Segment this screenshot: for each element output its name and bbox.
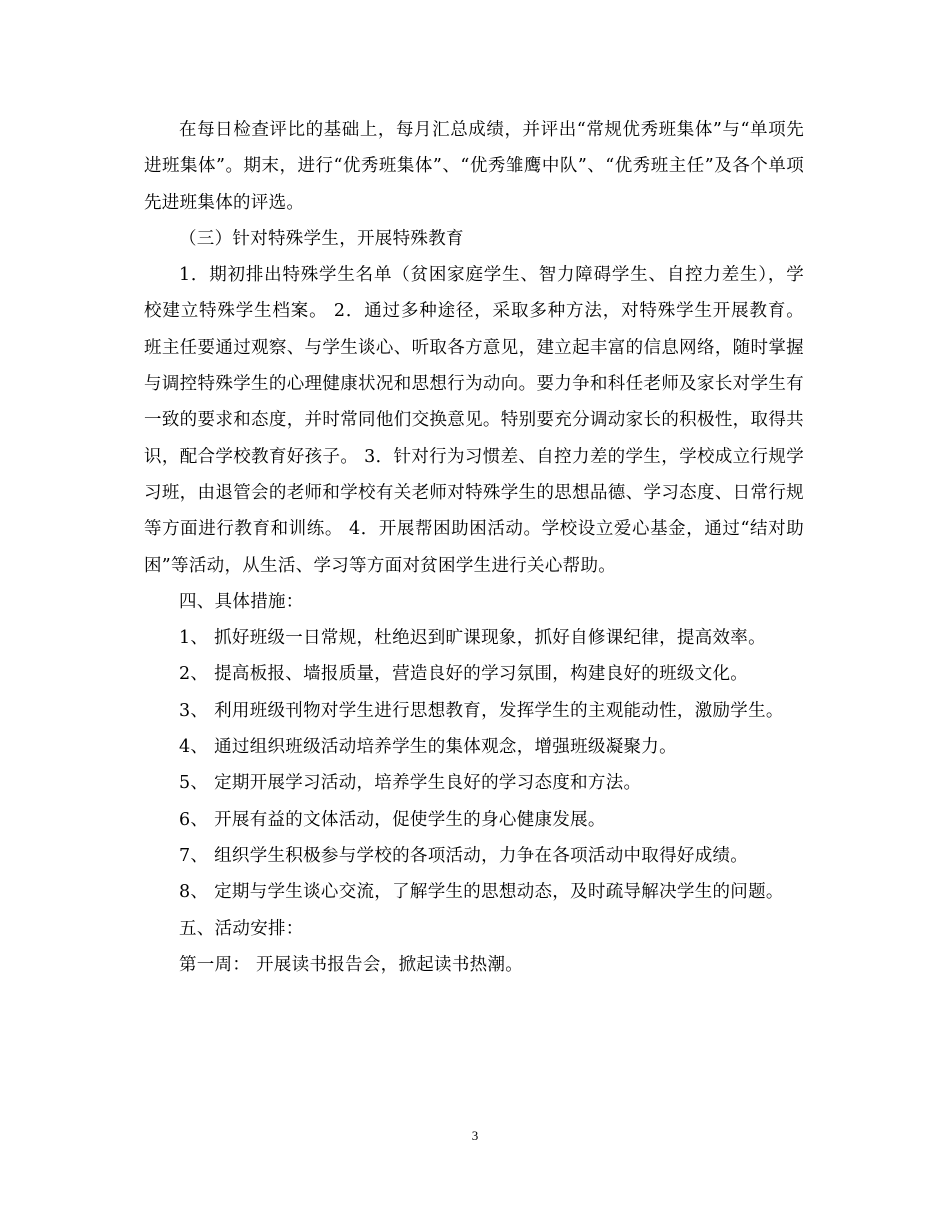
document-body xyxy=(144,112,804,983)
measure-item-7: 7、 组织学生积极参与学校的各项活动，力争在各项活动中取得好成绩。 xyxy=(179,845,749,866)
measure-item-3: 3、 利用班级刊物对学生进行思想教育，发挥学生的主观能动性，激励学生。 xyxy=(179,700,784,721)
measure-item-1: 1、 抓好班级一日常规，杜绝迟到旷课现象，抓好自修课纪律，提高效率。 xyxy=(179,628,766,649)
section-heading-measures: 四、具体措施： xyxy=(179,591,304,612)
measure-item-8: 8、 定期与学生谈心交流，了解学生的思想动态，及时疏导解决学生的问题。 xyxy=(179,882,784,903)
paragraph-special-education: 1．期初排出特殊学生名单（贫困家庭学生、智力障碍学生、自控力差生），学校建立特殊学生档案。 2．通过多种途径，采取多种方法，对特殊学生开展教育。 班主任要通过观察、与学生谈心、听取各方意见，建立起丰富的信息网络，随时掌握与调控特殊学生的心理健康状况和思想行为动向。要力争和科任老师及家长对学生有一致的要求和态度，并时常同他们交换意见。特别要充分调动家长的积极性，取得共识，配合学校教育好孩子。 3．针对行为习惯差、自控力差的学生，学校成立行规学习班，由退管会的老师和学校有关老师对特殊学生的思想品德、学习态度、日常行规等方面进行教育和训练。 4．开展帮困助困活动。学校设立爱心基金，通过“结对助困”等活动，从生活、学习等方面对贫困学生进行关心帮助。 xyxy=(144,265,804,576)
paragraph-evaluation: 在每日检查评比的基础上，每月汇总成绩，并评出“常规优秀班集体”与“单项先进班集体”。期末，进行“优秀班集体”、“优秀雏鹰中队”、“优秀班主任”及各个单项先进班集体的评选。 xyxy=(144,120,804,213)
section-heading-special-students: （三）针对特殊学生，开展特殊教育 xyxy=(179,228,464,249)
page-number: 3 xyxy=(471,1128,479,1143)
activity-week-1: 第一周： 开展读书报告会，掀起读书热潮。 xyxy=(179,954,524,975)
measure-item-2: 2、 提高板报、墙报质量，营造良好的学习氛围，构建良好的班级文化。 xyxy=(179,664,749,685)
measure-item-4: 4、 通过组织班级活动培养学生的集体观念，增强班级凝聚力。 xyxy=(179,737,677,758)
measure-item-6: 6、 开展有益的文体活动，促使学生的身心健康发展。 xyxy=(179,809,606,830)
measure-item-5: 5、 定期开展学习活动，培养学生良好的学习态度和方法。 xyxy=(179,773,642,794)
section-heading-activities: 五、活动安排： xyxy=(179,918,304,939)
